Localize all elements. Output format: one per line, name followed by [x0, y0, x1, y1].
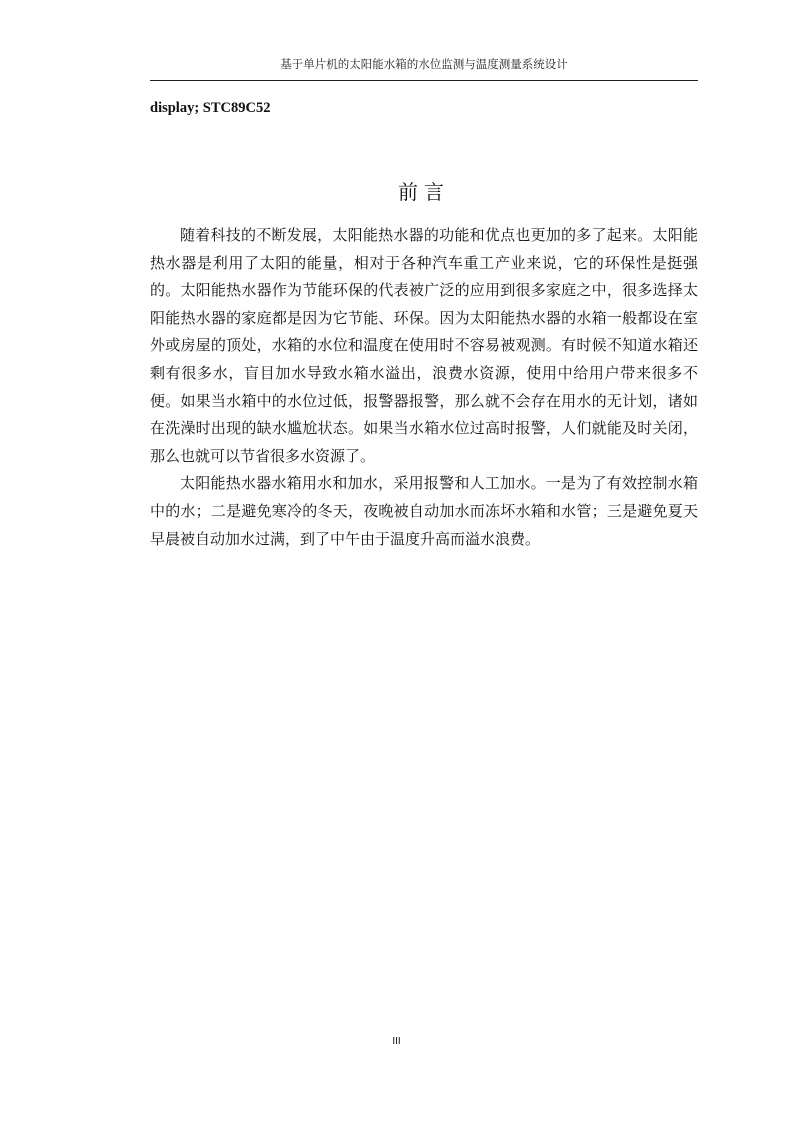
paragraph-2: 太阳能热水器水箱用水和加水，采用报警和人工加水。一是为了有效控制水箱中的水；二是避免寒冷的冬天，夜晚被自动加水而冻坏水箱和水管；三是避免夏天早晨被自动加水过满，到了中午由于温度升高而溢水浪费。 — [150, 474, 698, 548]
paragraph-1: 随着科技的不断发展，太阳能热水器的功能和优点也更加的多了起来。太阳能热水器是利用了太阳的能量，相对于各种汽车重工产业来说，它的环保性是挺强的。太阳能热水器作为节能环保的代表被广泛的应用到很多家庭之中，很多选择太阳能热水器的家庭都是因为它节能、环保。因为太阳能热水器的水箱一般都设在室外或房屋的顶处，水箱的水位和温度在使用时不容易被观测。有时候不知道水箱还剩有很多水，盲目加水导致水箱水溢出，浪费水资源，使用中给用户带来很多不便。如果当水箱中的水位过低，报警器报警，那么就不会存在用水的无计划，诸如在洗澡时出现的缺水尴尬状态。如果当水箱水位过高时报警，人们就能及时关闭，那么也就可以节省很多水资源了。 — [150, 226, 698, 465]
header-divider — [150, 80, 698, 81]
section-title: 前言 — [398, 180, 450, 204]
english-keywords: display; STC89C52 — [150, 100, 271, 116]
body-text — [150, 222, 698, 553]
running-header: 基于单片机的太阳能水箱的水位监测与温度测量系统设计 — [280, 57, 568, 71]
page-number: III — [392, 1036, 401, 1047]
